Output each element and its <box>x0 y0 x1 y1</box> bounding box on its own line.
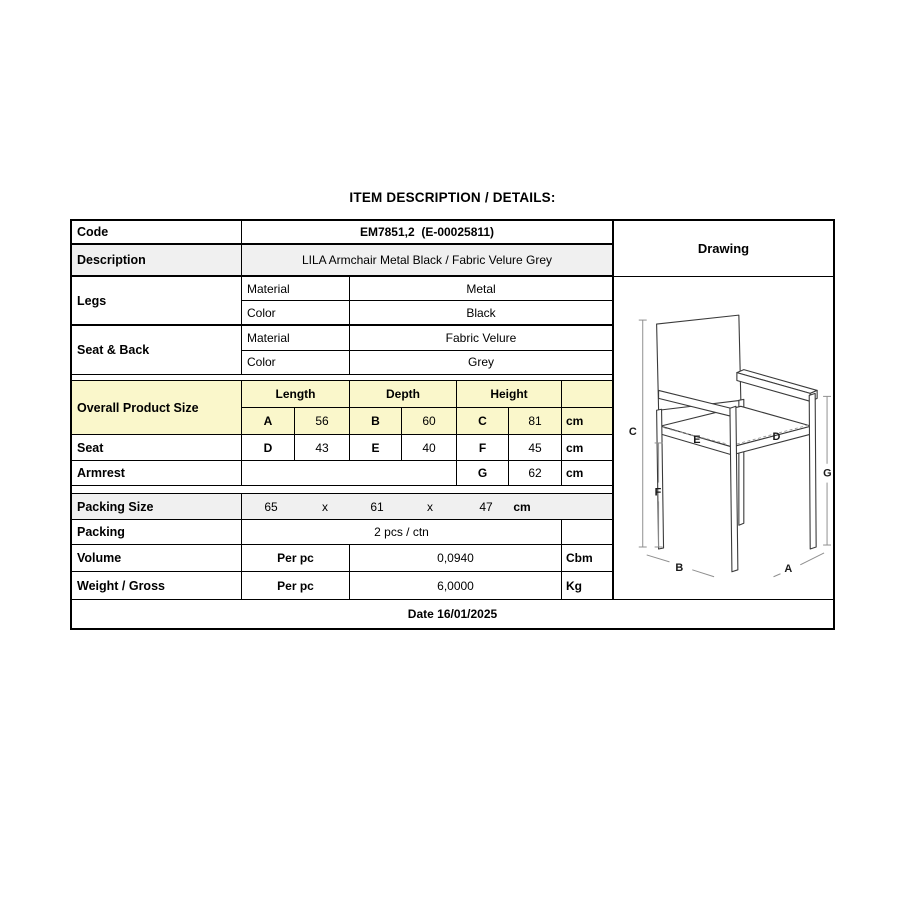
seat-unit: cm <box>566 440 584 455</box>
packing-value: 2 pcs / ctn <box>242 520 562 544</box>
overall-size-unit: cm <box>566 414 584 428</box>
seat-back-section <box>72 326 612 375</box>
dim-g-key: G <box>457 461 509 485</box>
legs-color-value: Black <box>466 305 496 320</box>
depth-header: Depth <box>350 381 457 407</box>
packing-size-v3: 47 <box>479 499 493 514</box>
chair-front-right-leg <box>809 393 816 549</box>
length-header: Length <box>242 381 350 407</box>
seat-back-color-label: Color <box>242 351 350 375</box>
armrest-unit: cm <box>566 466 584 480</box>
packing-row <box>72 520 612 545</box>
dim-d-key: D <box>242 435 295 460</box>
dim-a-key: A <box>242 408 295 434</box>
legs-material-row <box>242 277 612 301</box>
volume-unit: Cbm <box>566 551 593 565</box>
description-value: LILA Armchair Metal Black / Fabric Velure Grey <box>301 253 553 267</box>
overall-size-section <box>72 381 612 435</box>
dim-f-value: 45 <box>509 435 562 460</box>
dim-b-value: 60 <box>402 408 457 434</box>
dim-c-value: 81 <box>509 408 562 434</box>
dim-label-c: C <box>628 426 637 439</box>
volume-value: 0,0940 <box>350 545 562 571</box>
dim-line-a <box>774 574 781 577</box>
chair-drawing <box>614 277 833 599</box>
volume-row <box>72 545 612 572</box>
seat-back-color-value: Grey <box>467 355 494 370</box>
overall-size-label: Overall Product Size <box>72 381 242 434</box>
armrest-empty <box>242 461 457 485</box>
seat-back-material-label: Material <box>242 326 350 350</box>
seat-label: Seat <box>72 435 242 460</box>
legs-color-label: Color <box>242 301 350 324</box>
legs-section <box>72 277 612 326</box>
drawing-panel <box>612 221 833 599</box>
drawing-area <box>614 277 833 599</box>
packing-unit-empty <box>562 520 612 544</box>
code-label: Code <box>72 221 242 243</box>
dim-c-key: C <box>457 408 509 434</box>
weight-unit: Kg <box>566 578 582 593</box>
section-gap <box>72 486 612 494</box>
armrest-label: Armrest <box>72 461 242 485</box>
overall-size-values-row <box>242 408 612 434</box>
code-row <box>72 221 612 245</box>
description-label: Description <box>72 245 242 275</box>
armrest-row <box>72 461 612 486</box>
dim-g-value: 62 <box>509 461 562 485</box>
volume-label: Volume <box>72 545 242 571</box>
legs-label: Legs <box>72 277 242 324</box>
packing-size-x1: x <box>322 499 328 514</box>
dim-label-e: E <box>693 433 701 446</box>
packing-size-value <box>242 494 612 519</box>
description-row <box>72 245 612 277</box>
date-row: Date 16/01/2025 <box>72 599 833 628</box>
drawing-header: Drawing <box>614 221 833 277</box>
dim-e-key: E <box>350 435 402 460</box>
weight-per: Per pc <box>242 572 350 599</box>
packing-size-v2: 61 <box>370 499 384 514</box>
seat-back-color-row <box>242 351 612 375</box>
packing-size-row <box>72 494 612 520</box>
packing-size-unit: cm <box>513 499 531 514</box>
seat-back-label: Seat & Back <box>72 326 242 374</box>
legs-material-value: Metal <box>466 281 496 296</box>
weight-label: Weight / Gross <box>72 572 242 599</box>
height-header: Height <box>457 381 562 407</box>
dim-e-value: 40 <box>402 435 457 460</box>
seat-back-material-value: Fabric Velure <box>445 330 517 345</box>
dim-line-b2 <box>692 570 714 577</box>
spec-table <box>70 219 835 630</box>
packing-size-label: Packing Size <box>72 494 242 519</box>
dim-label-a: A <box>784 562 793 575</box>
seat-row <box>72 435 612 461</box>
dim-label-g: G <box>823 467 832 480</box>
size-header-spacer <box>562 381 612 407</box>
weight-row <box>72 572 612 599</box>
dim-a-value: 56 <box>295 408 350 434</box>
seat-back-material-row <box>242 326 612 351</box>
dim-b-key: B <box>350 408 402 434</box>
legs-material-label: Material <box>242 277 350 300</box>
chair-front-left-leg <box>730 406 738 571</box>
dim-line-a2 <box>800 553 824 565</box>
page-title: ITEM DESCRIPTION / DETAILS: <box>349 190 556 205</box>
packing-label: Packing <box>72 520 242 544</box>
size-header-row <box>242 381 612 408</box>
dim-d-value: 43 <box>295 435 350 460</box>
weight-value: 6,0000 <box>350 572 562 599</box>
dim-label-b: B <box>675 561 684 574</box>
volume-per: Per pc <box>242 545 350 571</box>
code-value: EM7851,2 (E-00025811) <box>359 225 495 239</box>
dim-label-d: D <box>772 430 781 443</box>
packing-size-v1: 65 <box>264 499 278 514</box>
dim-line-b <box>647 555 670 562</box>
packing-size-x2: x <box>427 499 433 514</box>
dim-label-f: F <box>654 486 662 499</box>
dim-f-key: F <box>457 435 509 460</box>
legs-color-row <box>242 301 612 324</box>
